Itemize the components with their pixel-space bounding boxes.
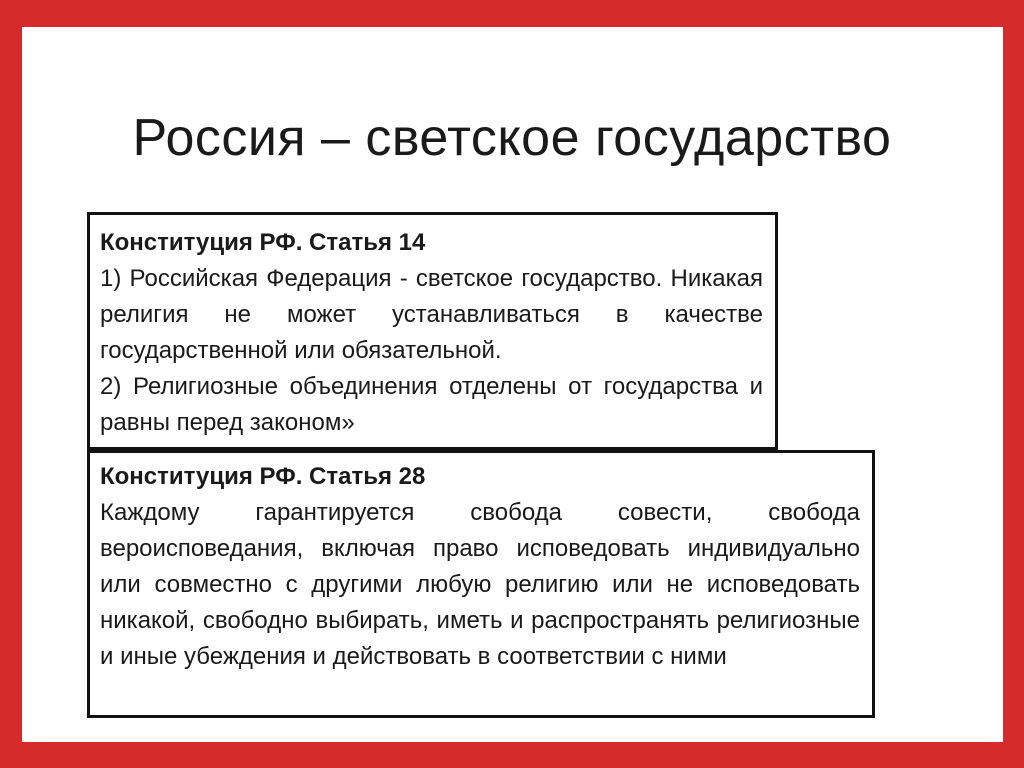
page-title: Россия – светское государство bbox=[132, 109, 892, 167]
article-28-box bbox=[87, 450, 875, 718]
article-14-paragraph-2: 2) Религиозные объединения отделены от государства и равны перед законом» bbox=[100, 373, 763, 436]
article-14-box bbox=[87, 212, 778, 450]
article-28-paragraph: Каждому гарантируется свобода совести, свобода вероисповедания, включая право исповедовать индивидуально или совместно с другими любую религию или не исповедовать никакой, свободно выбирать, иметь и распространять религиозные и иные убеждения и действовать в соответствии с ними bbox=[100, 499, 860, 670]
article-28-heading: Конституция РФ. Статья 28 bbox=[100, 463, 426, 490]
article-14-heading: Конституция РФ. Статья 14 bbox=[100, 229, 426, 256]
article-14-paragraph-1: 1) Российская Федерация - светское государство. Никакая религия не может устанавливаться в качестве государственной или обязательной. bbox=[100, 265, 763, 364]
